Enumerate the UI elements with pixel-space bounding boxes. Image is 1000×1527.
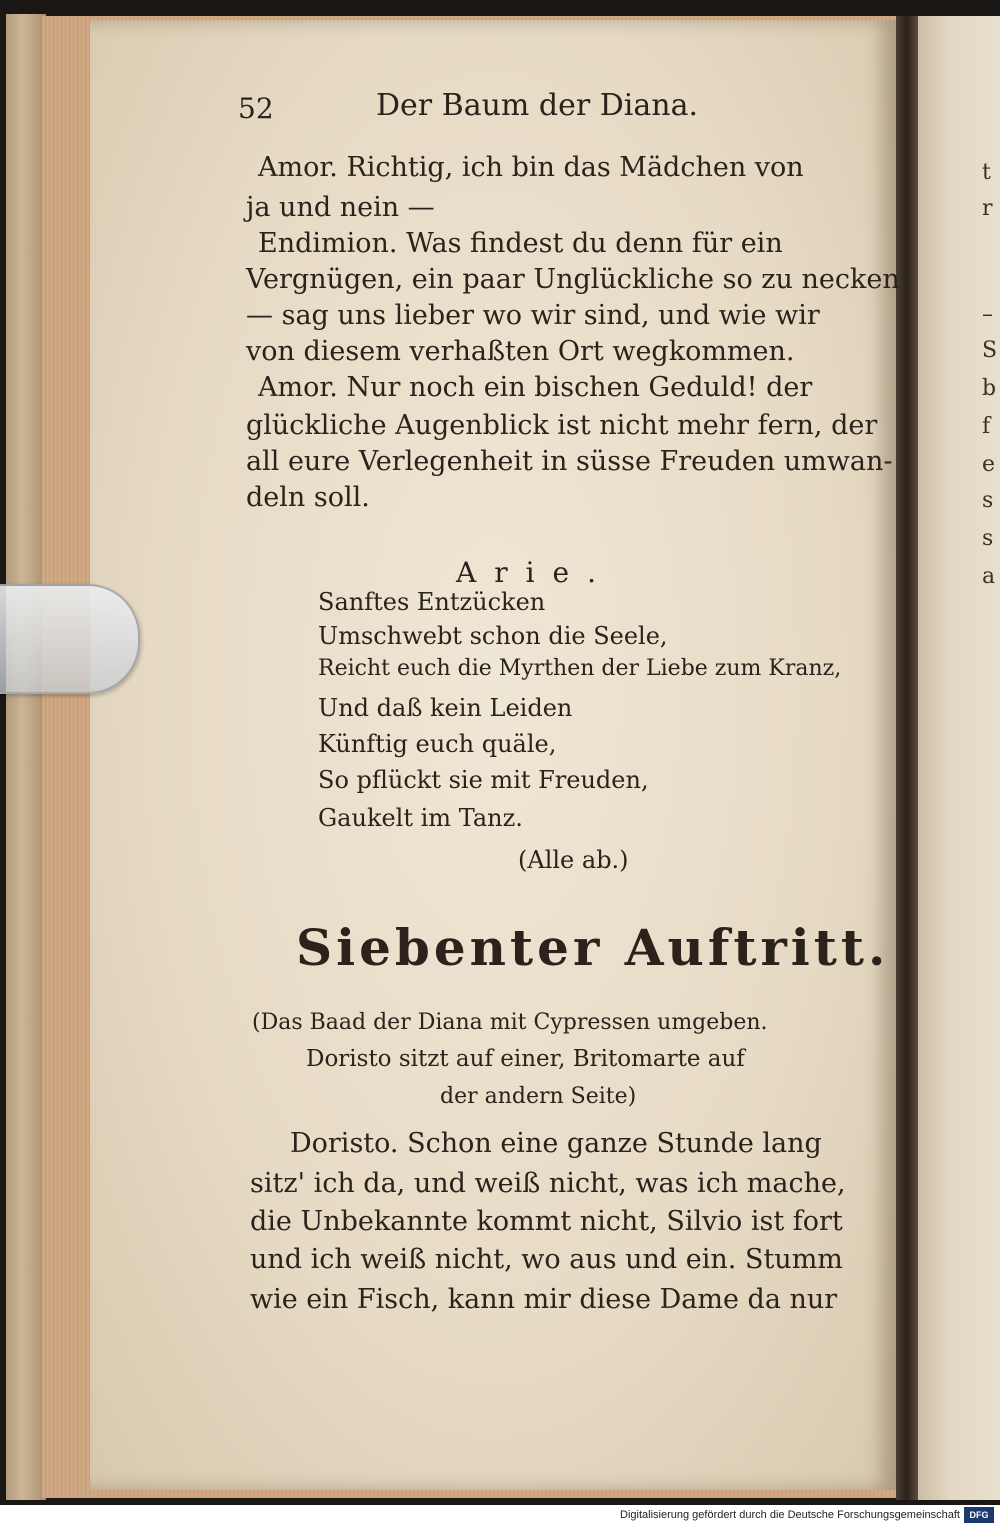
scene-title: Siebenter Auftritt. xyxy=(296,918,890,977)
verse-line: Und daß kein Leiden xyxy=(318,694,573,722)
book-gutter xyxy=(896,16,918,1500)
body-line: von diesem verhaßten Ort wegkommen. xyxy=(246,336,795,367)
body-line: und ich weiß nicht, wo aus und ein. Stumm xyxy=(250,1244,843,1275)
body-line: Vergnügen, ein paar Unglückliche so zu necken xyxy=(246,264,900,295)
running-title: Der Baum der Diana. xyxy=(376,88,699,123)
body-line: Doristo. Schon eine ganze Stunde lang xyxy=(290,1128,822,1159)
body-line: deln soll. xyxy=(246,482,370,513)
body-line: ja und nein — xyxy=(246,192,435,223)
verse-line: Sanftes Entzücken xyxy=(318,588,546,616)
verse-line: Künftig euch quäle, xyxy=(318,730,557,758)
facing-page-fragment: r xyxy=(982,196,993,221)
facing-page-fragment: s xyxy=(982,488,994,513)
body-line: Endimion. Was findest du denn für ein xyxy=(258,228,783,259)
stage-direction-line: (Das Baad der Diana mit Cypressen umgeben. xyxy=(252,1010,768,1035)
verse-line: Gaukelt im Tanz. xyxy=(318,804,523,832)
facing-page xyxy=(918,16,1000,1500)
facing-page-fragment: – xyxy=(982,302,993,327)
facing-page-fragment: S xyxy=(982,338,998,363)
stage-direction-line: der andern Seite) xyxy=(440,1084,637,1109)
facing-page-fragment: b xyxy=(982,376,997,401)
facing-page-fragment: t xyxy=(982,160,991,185)
body-line: wie ein Fisch, kann mir diese Dame da nur xyxy=(250,1284,838,1315)
verse-line: So pflückt sie mit Freuden, xyxy=(318,766,649,794)
body-line: all eure Verlegenheit in süsse Freuden umwan- xyxy=(246,446,893,477)
body-line: — sag uns lieber wo wir sind, und wie wir xyxy=(246,300,820,331)
funding-credit: Digitalisierung gefördert durch die Deutsche Forschungsgemeinschaft xyxy=(620,1509,960,1521)
body-line: Amor. Nur noch ein bischen Geduld! der xyxy=(258,372,813,403)
facing-page-fragment: e xyxy=(982,452,996,477)
body-line: sitz' ich da, und weiß nicht, was ich mache, xyxy=(250,1168,846,1199)
footer-bar xyxy=(0,1505,1000,1527)
facing-page-fragment: a xyxy=(982,564,996,589)
facing-page-fragment: f xyxy=(982,414,991,439)
body-line: die Unbekannte kommt nicht, Silvio ist fort xyxy=(250,1206,843,1237)
page-clip xyxy=(0,584,140,694)
stage-direction-line: Doristo sitzt auf einer, Britomarte auf xyxy=(306,1046,745,1072)
body-line: glückliche Augenblick ist nicht mehr fern, der xyxy=(246,410,878,441)
dfg-logo-icon: DFG xyxy=(964,1507,994,1523)
left-page-edges xyxy=(6,14,46,1500)
facing-page-fragment: s xyxy=(982,526,994,551)
aria-heading: Arie. xyxy=(456,556,615,589)
verse-line: Umschwebt schon die Seele, xyxy=(318,622,668,650)
stage-exit: (Alle ab.) xyxy=(518,846,629,874)
body-line: Amor. Richtig, ich bin das Mädchen von xyxy=(258,152,804,183)
verse-line: Reicht euch die Myrthen der Liebe zum Kranz, xyxy=(318,656,842,681)
page-number: 52 xyxy=(238,92,274,125)
